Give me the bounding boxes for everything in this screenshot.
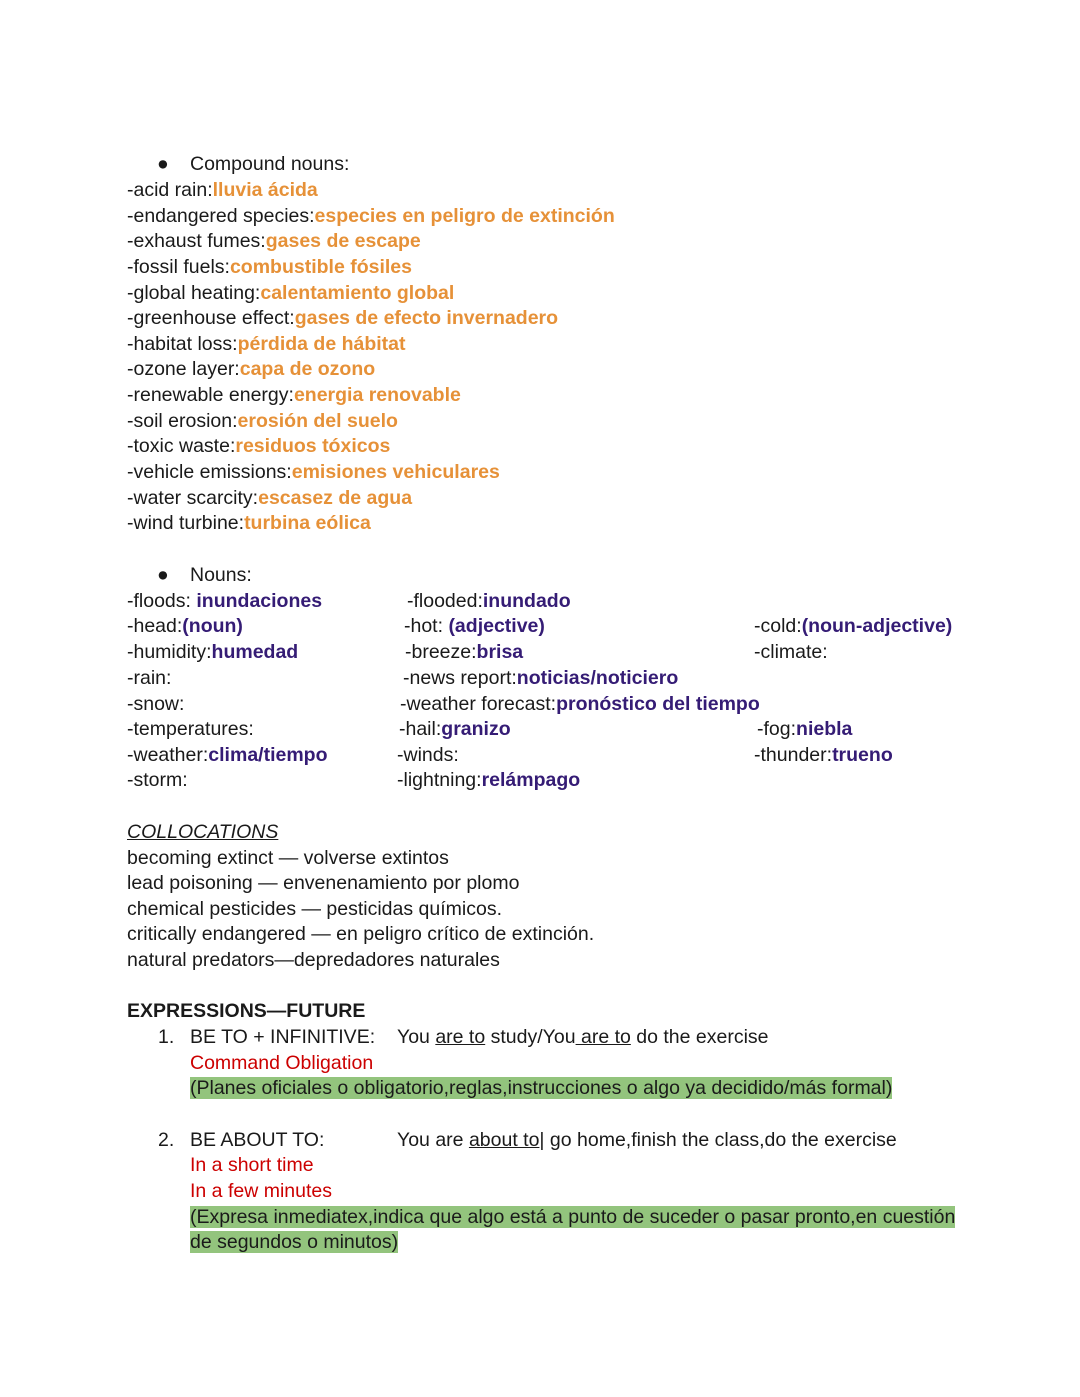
list-item: -acid rain:lluvia ácida [127,179,318,201]
expression-title: BE TO + INFINITIVE: [190,1026,376,1048]
list-item: -rain: [127,667,172,689]
list-item: -winds: [397,744,459,766]
list-item: -news report:noticias/noticiero [403,667,679,689]
list-item: -flooded:inundado [407,590,571,612]
list-item: -greenhouse effect:gases de efecto invernadero [127,307,559,329]
list-item: -vehicle emissions:emisiones vehiculares [127,461,500,483]
list-item: -temperatures: [127,718,254,740]
list-item: -endangered species:especies en peligro de extinción [127,205,615,227]
list-item: -fog:niebla [757,718,853,740]
list-item: -hail:granizo [399,718,511,740]
list-item: -lightning:relámpago [397,769,581,791]
list-item: -head:(noun) [127,615,243,637]
list-item: -hot: (adjective) [404,615,545,637]
list-item: -ozone layer:capa de ozono [127,358,376,380]
expression-note: (Expresa inmediatex,indica que algo está a punto de suceder o pasar pronto,en cuestión [190,1206,956,1228]
list-item: -storm: [127,769,188,791]
list-item: -habitat loss:pérdida de hábitat [127,333,406,355]
collocations-heading: COLLOCATIONS [127,821,279,843]
list-item: -breeze:brisa [405,641,524,663]
list-item: -water scarcity:escasez de agua [127,487,413,509]
expression-meaning: In a few minutes [190,1180,332,1202]
list-item: becoming extinct — volverse extintos [127,847,449,869]
list-item: -cold:(noun-adjective) [754,615,953,637]
expression-example: You are to study/You are to do the exercise [397,1026,769,1048]
list-item: -weather:clima/tiempo [127,744,328,766]
list-item: -snow: [127,693,185,715]
expression-meaning: In a short time [190,1154,314,1176]
list-number: 2. [158,1129,175,1151]
list-item: -soil erosion:erosión del suelo [127,410,398,432]
list-number: 1. [158,1026,175,1048]
expression-example: You are about to| go home,finish the class,do the exercise [397,1129,897,1151]
list-item: -renewable energy:energia renovable [127,384,461,406]
list-item: -humidity:humedad [127,641,299,663]
list-item: -climate: [754,641,828,663]
list-item: -wind turbine:turbina eólica [127,512,371,534]
nouns-heading: Nouns: [190,564,252,586]
list-item: -floods: inundaciones [127,590,323,612]
list-item: -toxic waste:residuos tóxicos [127,435,391,457]
expression-note: de segundos o minutos) [190,1231,399,1253]
expression-note: (Planes oficiales o obligatorio,reglas,instrucciones o algo ya decidido/más formal) [190,1077,893,1099]
compound-heading: Compound nouns: [190,153,350,175]
bullet-icon: ● [157,153,169,175]
list-item: chemical pesticides — pesticidas químicos. [127,898,502,920]
list-item: -weather forecast:pronóstico del tiempo [400,693,760,715]
expressions-heading: EXPRESSIONS—FUTURE [127,1000,366,1022]
bullet-icon: ● [157,564,169,586]
list-item: natural predators—depredadores naturales [127,949,500,971]
list-item: -exhaust fumes:gases de escape [127,230,421,252]
list-item: -fossil fuels:combustible fósiles [127,256,412,278]
list-item: critically endangered — en peligro crítico de extinción. [127,923,595,945]
expression-title: BE ABOUT TO: [190,1129,325,1151]
expression-meaning: Command Obligation [190,1052,374,1074]
list-item: -global heating:calentamiento global [127,282,455,304]
list-item: -thunder:trueno [754,744,893,766]
list-item: lead poisoning — envenenamiento por plomo [127,872,520,894]
